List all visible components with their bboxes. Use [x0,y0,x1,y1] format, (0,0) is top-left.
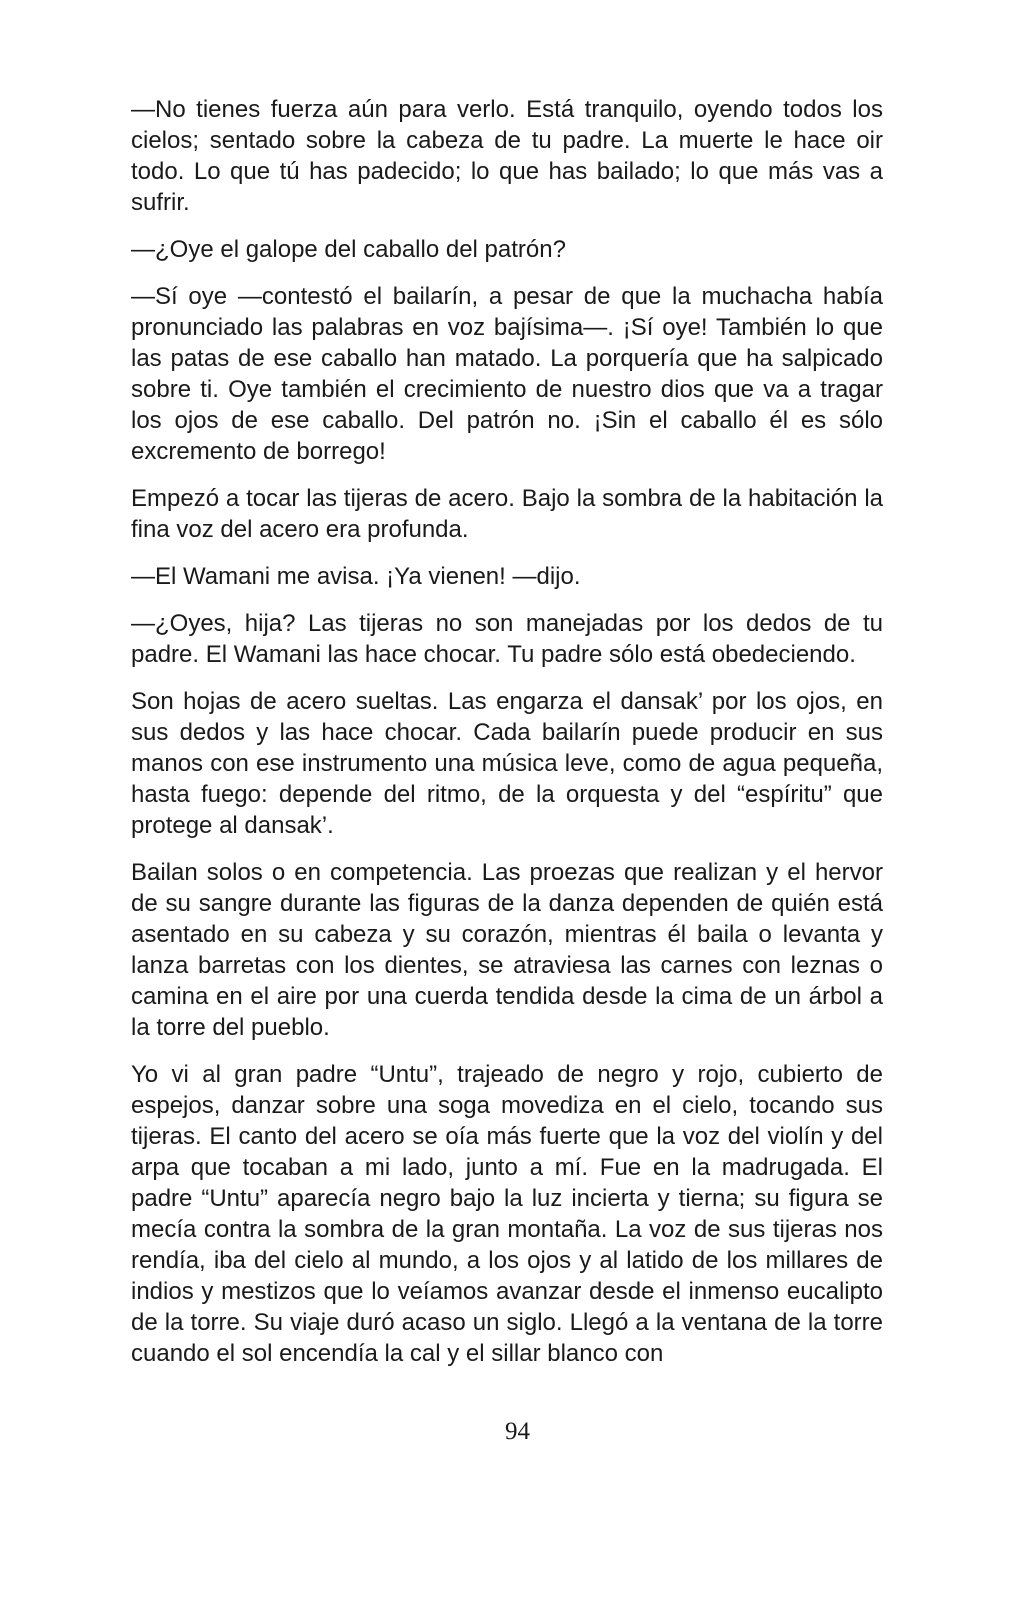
paragraph: Son hojas de acero sueltas. Las engarza el dansak’ por los ojos, en sus dedos y las hace chocar. Cada bailarín puede producir en sus manos con ese instrumento una música leve, como de agua pequeña, hasta fuego: depende del ritmo, de la orquesta y del “espíritu” que protege al dansak’. [131,688,883,839]
paragraph: Yo vi al gran padre “Untu”, trajeado de negro y rojo, cubierto de espejos, danzar sobre una soga movediza en el cielo, tocando sus tijeras. El canto del acero se oía más fuerte que la voz del violín y del arpa que tocaban a mi lado, junto a mí. Fue en la madrugada. El padre “Untu” aparecía negro bajo la luz incierta y tierna; su figura se mecía contra la sombra de la gran montaña. La voz de sus tijeras nos rendía, iba del cielo al mundo, a los ojos y al latido de los millares de indios y mestizos que lo veíamos avanzar desde el inmenso eucalipto de la torre. Su viaje duró acaso un siglo. Llegó a la ventana de la torre cuando el sol encendía la cal y el sillar blanco con [131,1061,883,1367]
paragraph: —No tienes fuerza aún para verlo. Está tranquilo, oyendo todos los cielos; sentado sobre la cabeza de tu padre. La muerte le hace oir todo. Lo que tú has padecido; lo que has bailado; lo que más vas a sufrir. [131,96,883,216]
paragraph: —Sí oye —contestó el bailarín, a pesar de que la muchacha había pronunciado las palabras en voz bajísima—. ¡Sí oye! También lo que las patas de ese caballo han matado. La porquería que ha salpicado sobre ti. Oye también el crecimiento de nuestro dios que va a tragar los ojos de ese caballo. Del patrón no. ¡Sin el caballo él es sólo excremento de borrego! [131,283,883,465]
paragraph: Empezó a tocar las tijeras de acero. Bajo la sombra de la habitación la fina voz del acero era profunda. [131,485,883,543]
paragraph: Bailan solos o en competencia. Las proezas que realizan y el hervor de su sangre durante las figuras de la danza dependen de quién está asentado en su cabeza y su corazón, mientras él baila o levanta y lanza barretas con los dientes, se atraviesa las carnes con leznas o camina en el aire por una cuerda tendida desde la cima de un árbol a la torre del pueblo. [131,859,883,1041]
body-text [131,94,883,1385]
paragraph: —¿Oye el galope del caballo del patrón? [131,236,566,263]
paragraph: —¿Oyes, hija? Las tijeras no son manejadas por los dedos de tu padre. El Wamani las hace chocar. Tu padre sólo está obedeciendo. [131,610,883,668]
page-number: 94 [505,1418,530,1445]
paragraph: —El Wamani me avisa. ¡Ya vienen! —dijo. [131,563,581,590]
